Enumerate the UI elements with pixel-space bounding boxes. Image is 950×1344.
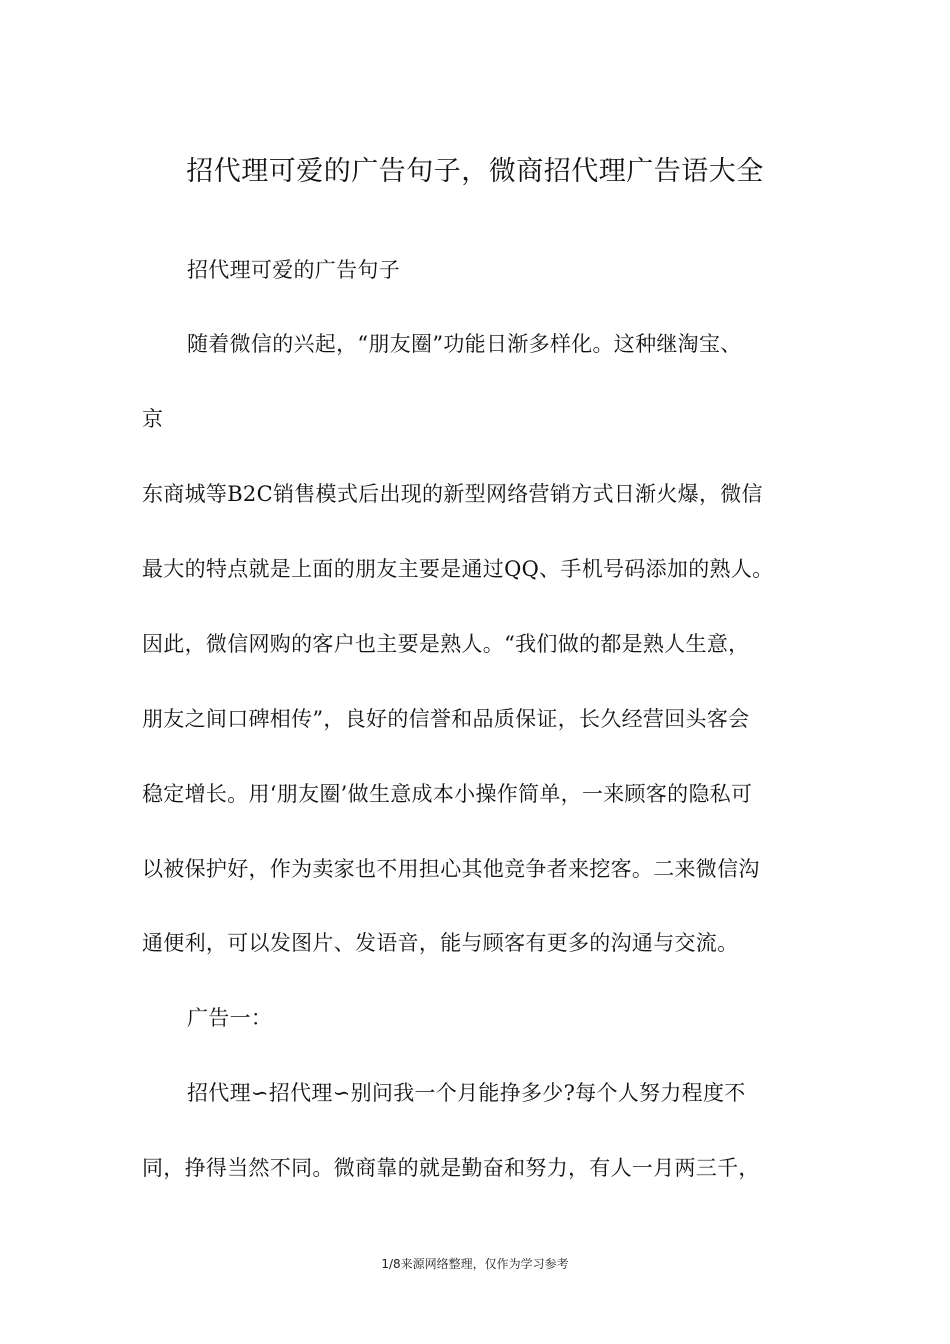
document-title: 招代理可爱的广告句子，微商招代理广告语大全 bbox=[186, 156, 764, 187]
paragraph-line: 随着微信的兴起，“朋友圈”功能日渐多样化。这种继淘宝、 bbox=[187, 332, 742, 356]
paragraph-line: 以被保护好，作为卖家也不用担心其他竞争者来挖客。二来微信沟 bbox=[142, 857, 760, 881]
page-footer: 1/8来源网络整理，仅作为学习参考 bbox=[381, 1257, 569, 1271]
paragraph-line: 同，挣得当然不同。微商靠的就是勤奋和努力，有人一月两三千， bbox=[142, 1156, 760, 1180]
paragraph-line: 京 bbox=[142, 407, 164, 431]
paragraph-line: 招代理∽招代理∽别问我一个月能挣多少?每个人努力程度不 bbox=[187, 1081, 746, 1105]
paragraph-line: 东商城等B2C销售模式后出现的新型网络营销方式日渐火爆，微信 bbox=[142, 482, 763, 506]
paragraph-line: 朋友之间口碑相传”，良好的信誉和品质保证，长久经营回头客会 bbox=[142, 707, 750, 731]
paragraph-line: 通便利，可以发图片、发语音，能与顾客有更多的沟通与交流。 bbox=[142, 931, 739, 955]
section-heading: 招代理可爱的广告句子 bbox=[187, 258, 400, 282]
paragraph-line: 最大的特点就是上面的朋友主要是通过QQ、手机号码添加的熟人。 bbox=[142, 557, 774, 581]
paragraph-line: 稳定增长。用‘朋友圈’做生意成本小操作简单，一来顾客的隐私可 bbox=[142, 782, 753, 806]
paragraph-line: 因此，微信网购的客户也主要是熟人。“我们做的都是熟人生意， bbox=[142, 632, 750, 656]
section-heading: 广告一： bbox=[187, 1006, 273, 1030]
